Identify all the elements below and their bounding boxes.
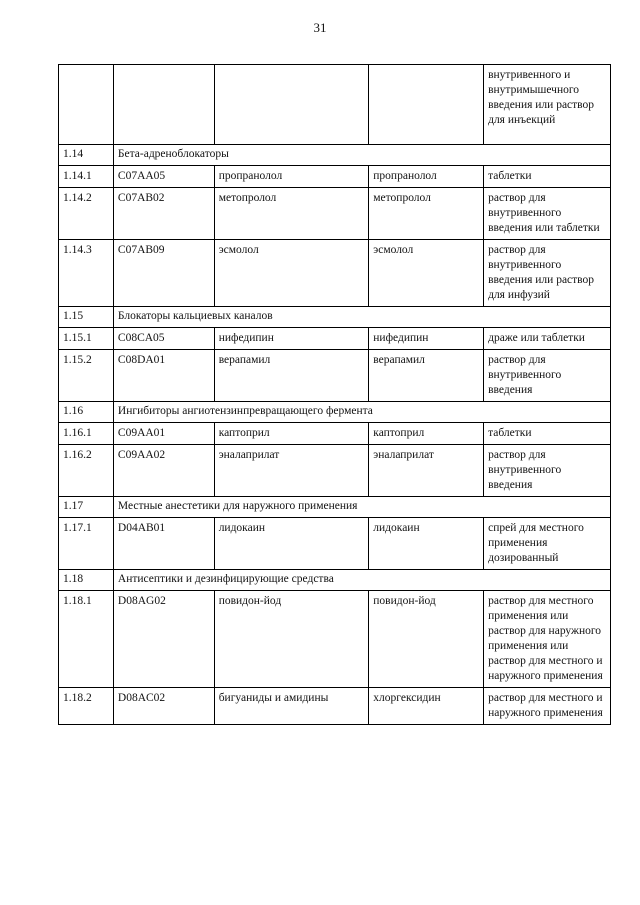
atc-cell: C07AB09 [113, 240, 214, 307]
group-row [59, 307, 611, 328]
atc-cell: C09AA02 [113, 445, 214, 497]
group-cell: каптоприл [214, 423, 369, 445]
inn-cell: метопролол [369, 188, 484, 240]
group-cell: эсмолол [214, 240, 369, 307]
form-cell: раствор для внутривенного введения [484, 350, 611, 402]
item-row [59, 518, 611, 570]
code-cell [59, 65, 114, 145]
atc-cell: C08CA05 [113, 328, 214, 350]
group-cell: эналаприлат [214, 445, 369, 497]
drug-table [58, 64, 611, 725]
form-cell: раствор для местного применения или раствор для наружного применения или раствор для местного и наружного применения [484, 591, 611, 688]
item-row [59, 423, 611, 445]
atc-cell: D04AB01 [113, 518, 214, 570]
atc-cell: D08AG02 [113, 591, 214, 688]
inn-cell: эналаприлат [369, 445, 484, 497]
form-cell: драже или таблетки [484, 328, 611, 350]
inn-cell: нифедипин [369, 328, 484, 350]
group-code-cell: 1.15 [59, 307, 114, 328]
group-title-cell: Ингибиторы ангиотензинпревращающего фермента [113, 402, 610, 423]
group-code-cell: 1.18 [59, 570, 114, 591]
form-cell: раствор для внутривенного введения или таблетки [484, 188, 611, 240]
inn-cell: лидокаин [369, 518, 484, 570]
atc-cell: D08AC02 [113, 688, 214, 725]
atc-cell [113, 65, 214, 145]
continuation-row [59, 65, 611, 145]
group-code-cell: 1.14 [59, 145, 114, 166]
code-cell: 1.16.1 [59, 423, 114, 445]
form-cell: внутривенного и внутримышечного введения или раствор для инъекций [484, 65, 611, 145]
inn-cell: эсмолол [369, 240, 484, 307]
item-row [59, 328, 611, 350]
atc-cell: C09AA01 [113, 423, 214, 445]
group-code-cell: 1.16 [59, 402, 114, 423]
inn-cell [369, 65, 484, 145]
inn-cell: верапамил [369, 350, 484, 402]
page-number: 31 [313, 20, 327, 35]
code-cell: 1.17.1 [59, 518, 114, 570]
item-row [59, 350, 611, 402]
code-cell: 1.15.1 [59, 328, 114, 350]
form-cell: спрей для местного применения дозированный [484, 518, 611, 570]
item-row [59, 188, 611, 240]
group-title-cell: Местные анестетики для наружного применения [113, 497, 610, 518]
code-cell: 1.14.2 [59, 188, 114, 240]
group-row [59, 570, 611, 591]
item-row [59, 166, 611, 188]
form-cell: таблетки [484, 166, 611, 188]
item-row [59, 240, 611, 307]
code-cell: 1.18.1 [59, 591, 114, 688]
form-cell: раствор для внутривенного введения или раствор для инфузий [484, 240, 611, 307]
inn-cell: каптоприл [369, 423, 484, 445]
group-cell: лидокаин [214, 518, 369, 570]
group-title-cell: Бета-адреноблокаторы [113, 145, 610, 166]
group-cell: пропранолол [214, 166, 369, 188]
form-cell: раствор для местного и наружного применения [484, 688, 611, 725]
item-row [59, 591, 611, 688]
code-cell: 1.15.2 [59, 350, 114, 402]
form-cell: таблетки [484, 423, 611, 445]
group-cell: верапамил [214, 350, 369, 402]
code-cell: 1.16.2 [59, 445, 114, 497]
atc-cell: C07AA05 [113, 166, 214, 188]
group-title-cell: Блокаторы кальциевых каналов [113, 307, 610, 328]
code-cell: 1.14.1 [59, 166, 114, 188]
group-cell: повидон-йод [214, 591, 369, 688]
group-cell: нифедипин [214, 328, 369, 350]
group-row [59, 145, 611, 166]
group-row [59, 402, 611, 423]
group-cell: бигуаниды и амидины [214, 688, 369, 725]
code-cell: 1.18.2 [59, 688, 114, 725]
group-row [59, 497, 611, 518]
form-cell: раствор для внутривенного введения [484, 445, 611, 497]
atc-cell: C08DA01 [113, 350, 214, 402]
group-cell: метопролол [214, 188, 369, 240]
group-code-cell: 1.17 [59, 497, 114, 518]
group-cell [214, 65, 369, 145]
atc-cell: C07AB02 [113, 188, 214, 240]
item-row [59, 445, 611, 497]
code-cell: 1.14.3 [59, 240, 114, 307]
item-row [59, 688, 611, 725]
inn-cell: повидон-йод [369, 591, 484, 688]
group-title-cell: Антисептики и дезинфицирующие средства [113, 570, 610, 591]
inn-cell: хлоргексидин [369, 688, 484, 725]
inn-cell: пропранолол [369, 166, 484, 188]
table-body [59, 65, 611, 725]
